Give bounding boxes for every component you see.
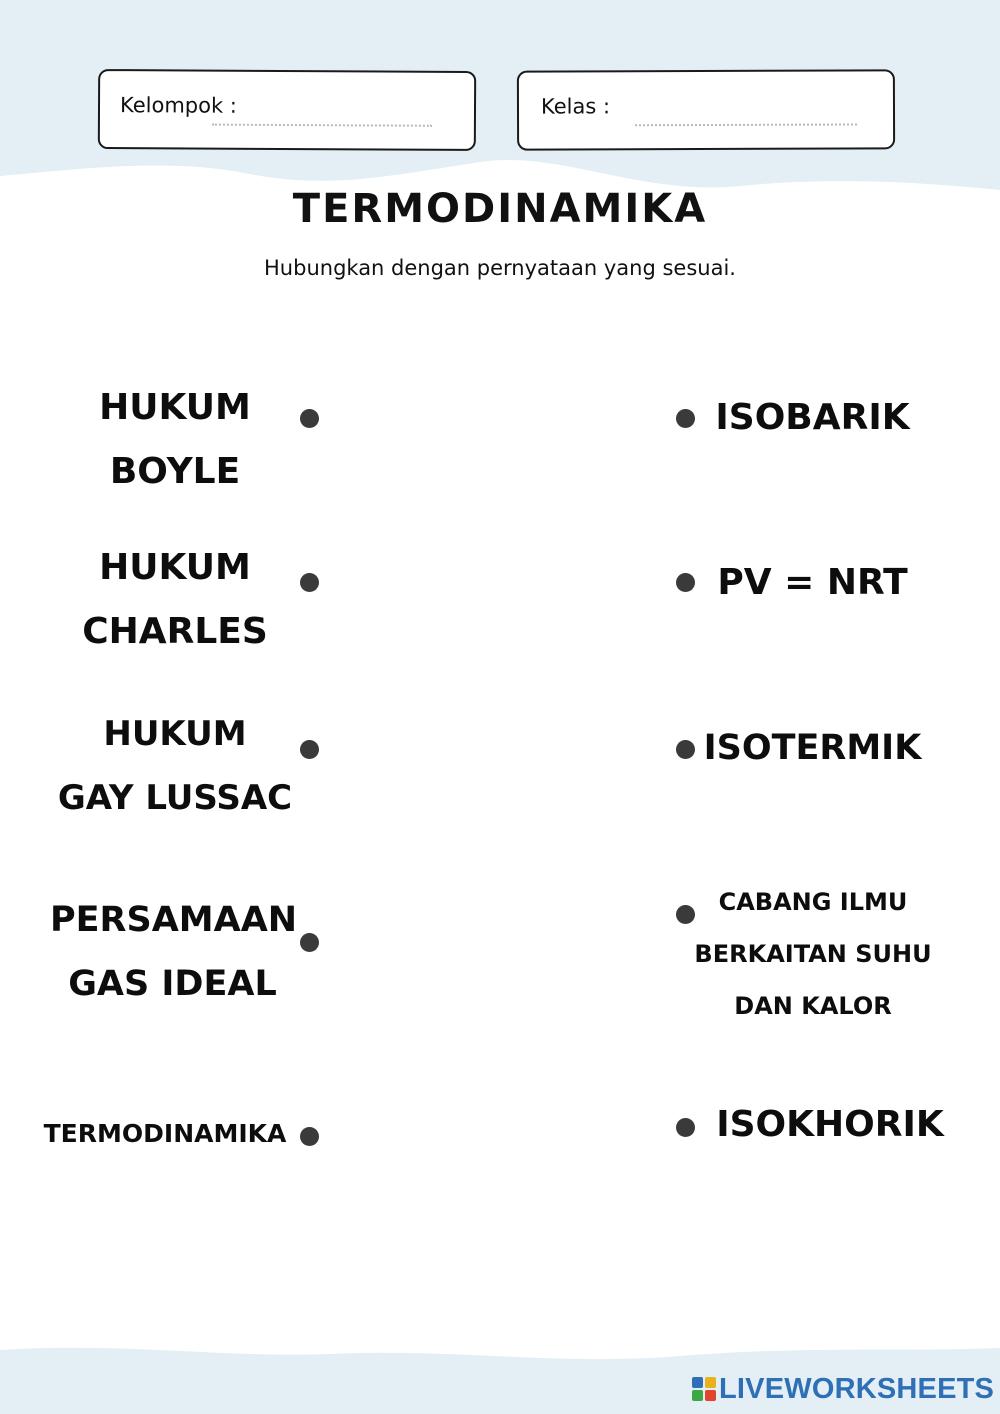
liveworksheets-logo-text: LIVEWORKSHEETS xyxy=(719,1372,995,1405)
right-match-dot-5[interactable] xyxy=(676,1118,695,1137)
right-item-line: ISOTERMIK xyxy=(703,728,922,768)
right-item-line: CABANG ILMU xyxy=(718,888,908,916)
left-item-line: HUKUM xyxy=(103,714,247,754)
left-item-line: TERMODINAMIKA xyxy=(43,1119,287,1148)
left-match-dot-4[interactable] xyxy=(300,933,319,952)
right-match-dot-3[interactable] xyxy=(676,740,695,759)
worksheet-title: TERMODINAMIKA xyxy=(292,186,708,232)
left-item-line: GAY LUSSAC xyxy=(57,778,293,818)
right-item-isotermik xyxy=(700,720,925,776)
right-item-line: ISOKHORIK xyxy=(716,1104,944,1145)
kelompok-label: Kelompok : xyxy=(119,93,237,118)
kelas-input-line[interactable] xyxy=(635,123,857,126)
liveworksheets-logo xyxy=(692,1374,994,1404)
right-match-dot-1[interactable] xyxy=(676,409,695,428)
left-match-dot-5[interactable] xyxy=(300,1127,319,1146)
left-item-line: GAS IDEAL xyxy=(68,964,277,1004)
left-item-hukum-gay-lussac xyxy=(55,702,295,830)
right-item-line: ISOBARIK xyxy=(715,397,910,438)
right-item-isokhorik xyxy=(715,1097,945,1153)
right-match-dot-2[interactable] xyxy=(676,573,695,592)
left-match-dot-1[interactable] xyxy=(300,409,319,428)
right-item-line: BERKAITAN SUHU xyxy=(694,940,932,968)
kelas-field xyxy=(517,69,895,150)
right-item-pv-nrt xyxy=(705,555,920,611)
right-item-cabang-ilmu xyxy=(678,876,948,1032)
left-item-line: BOYLE xyxy=(109,451,241,492)
left-item-line: PERSAMAAN xyxy=(50,900,298,940)
left-item-hukum-charles xyxy=(55,536,295,664)
right-item-line: DAN KALOR xyxy=(734,992,892,1020)
kelas-label: Kelas : xyxy=(540,94,611,119)
liveworksheets-logo-icon xyxy=(692,1377,716,1401)
kelompok-input-line[interactable] xyxy=(212,124,432,127)
right-item-line: PV = NRT xyxy=(717,562,908,603)
instruction-text: Hubungkan dengan pernyataan yang sesuai. xyxy=(264,256,736,280)
left-item-termodinamika xyxy=(35,1114,295,1154)
right-item-isobarik xyxy=(705,390,920,446)
left-item-persamaan-gas-ideal xyxy=(50,888,298,1016)
left-item-hukum-boyle xyxy=(55,376,295,504)
left-item-line: HUKUM xyxy=(99,547,251,588)
left-item-line: HUKUM xyxy=(99,387,251,428)
left-match-dot-2[interactable] xyxy=(300,573,319,592)
left-item-line: CHARLES xyxy=(82,611,268,652)
left-match-dot-3[interactable] xyxy=(300,740,319,759)
kelompok-field xyxy=(98,69,476,151)
